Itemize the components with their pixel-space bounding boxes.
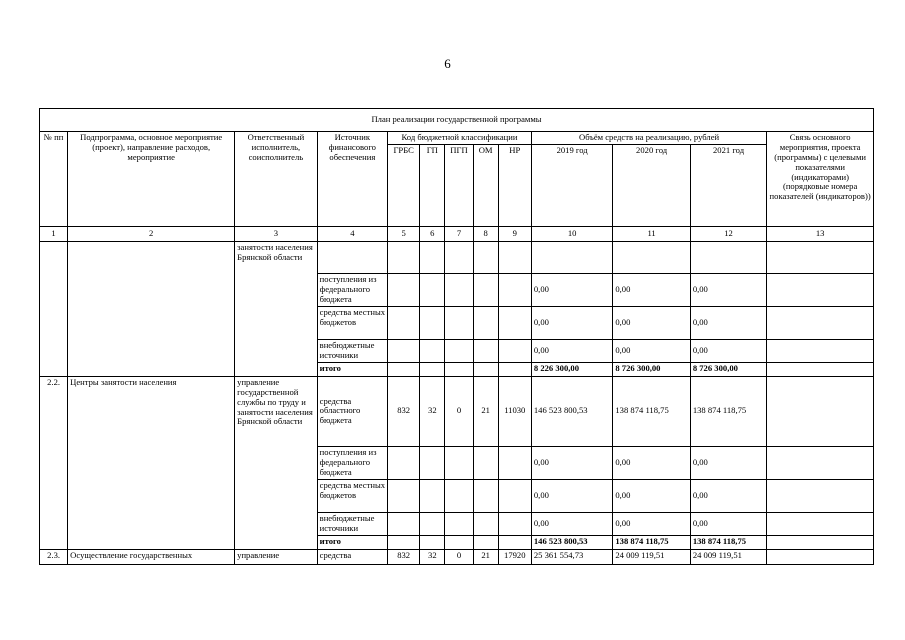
value-2020: 138 874 118,75 bbox=[613, 376, 690, 446]
source-cell: внебюджетные источники bbox=[317, 339, 387, 362]
col-num: 5 bbox=[388, 226, 420, 241]
value-2020: 0,00 bbox=[613, 306, 690, 339]
total-2021: 138 874 118,75 bbox=[690, 535, 766, 549]
header-gp: ГП bbox=[420, 144, 445, 226]
source-cell: средства местных бюджетов bbox=[317, 479, 387, 512]
value-2019: 0,00 bbox=[531, 446, 612, 479]
code-pgp: 0 bbox=[445, 376, 473, 446]
value-2020: 0,00 bbox=[613, 512, 690, 535]
col-num: 2 bbox=[68, 226, 235, 241]
page-number: 6 bbox=[444, 56, 451, 71]
code-np: 17920 bbox=[498, 549, 531, 564]
header-2021: 2021 год bbox=[690, 144, 766, 226]
source-cell-total: итого bbox=[317, 362, 387, 376]
header-om: ОМ bbox=[473, 144, 498, 226]
table-row bbox=[40, 549, 874, 564]
source-cell: поступления из федерального бюджета bbox=[317, 446, 387, 479]
value-2021: 138 874 118,75 bbox=[690, 376, 766, 446]
col-num: 10 bbox=[531, 226, 612, 241]
value-2021: 0,00 bbox=[690, 273, 766, 306]
header-pgp: ПГП bbox=[445, 144, 473, 226]
table-title: План реализации государственной программы bbox=[40, 109, 874, 132]
measure-name: Центры занятости населения bbox=[68, 376, 235, 549]
total-2020: 138 874 118,75 bbox=[613, 535, 690, 549]
header-funds: Объём средств на реализацию, рублей bbox=[531, 132, 766, 145]
table-row bbox=[40, 241, 874, 273]
col-num: 11 bbox=[613, 226, 690, 241]
measure-name: Осуществление государственных bbox=[68, 549, 235, 564]
value-2021: 0,00 bbox=[690, 339, 766, 362]
header-row bbox=[40, 132, 874, 145]
header-link: Связь основного мероприятия, проекта (программы) с целевыми показателями (индикаторами) (порядковые номера показателей (индикаторов)) bbox=[767, 132, 874, 227]
value-2020: 0,00 bbox=[613, 339, 690, 362]
source-cell: средства местных бюджетов bbox=[317, 306, 387, 339]
executor-cell: управление bbox=[235, 549, 317, 564]
header-grbs: ГРБС bbox=[388, 144, 420, 226]
source-cell: средства bbox=[317, 549, 387, 564]
code-grbs: 832 bbox=[388, 549, 420, 564]
code-gp: 32 bbox=[420, 549, 445, 564]
col-num: 4 bbox=[317, 226, 387, 241]
header-executor: Ответственный исполнитель, соисполнитель bbox=[235, 132, 317, 227]
value-2019: 0,00 bbox=[531, 339, 612, 362]
value-2019: 146 523 800,53 bbox=[531, 376, 612, 446]
col-num: 6 bbox=[420, 226, 445, 241]
value-2021: 0,00 bbox=[690, 479, 766, 512]
header-subprogram: Подпрограмма, основное мероприятие (проект), направление расходов, мероприятие bbox=[68, 132, 235, 227]
source-cell: внебюджетные источники bbox=[317, 512, 387, 535]
col-num: 7 bbox=[445, 226, 473, 241]
header-2020: 2020 год bbox=[613, 144, 690, 226]
value-2019: 0,00 bbox=[531, 306, 612, 339]
code-gp: 32 bbox=[420, 376, 445, 446]
header-source: Источник финансового обеспечения bbox=[317, 132, 387, 227]
value-2019: 0,00 bbox=[531, 273, 612, 306]
col-num: 13 bbox=[767, 226, 874, 241]
value-2020: 0,00 bbox=[613, 446, 690, 479]
code-pgp: 0 bbox=[445, 549, 473, 564]
value-2019: 25 361 554,73 bbox=[531, 549, 612, 564]
executor-cell: занятости населения Брянской области bbox=[235, 241, 317, 376]
table-row bbox=[40, 376, 874, 446]
header-2019: 2019 год bbox=[531, 144, 612, 226]
code-om: 21 bbox=[473, 376, 498, 446]
source-cell-total: итого bbox=[317, 535, 387, 549]
code-grbs: 832 bbox=[388, 376, 420, 446]
column-numbers-row bbox=[40, 226, 874, 241]
value-2020: 0,00 bbox=[613, 479, 690, 512]
total-2019: 8 226 300,00 bbox=[531, 362, 612, 376]
code-om: 21 bbox=[473, 549, 498, 564]
source-cell: средства областного бюджета bbox=[317, 376, 387, 446]
source-cell: поступления из федерального бюджета bbox=[317, 273, 387, 306]
value-2019: 0,00 bbox=[531, 479, 612, 512]
row-number: 2.2. bbox=[40, 376, 68, 549]
value-2019: 0,00 bbox=[531, 512, 612, 535]
value-2020: 0,00 bbox=[613, 273, 690, 306]
total-2021: 8 726 300,00 bbox=[690, 362, 766, 376]
value-2021: 0,00 bbox=[690, 512, 766, 535]
header-budget-code: Код бюджетной классификации bbox=[388, 132, 532, 145]
col-num: 3 bbox=[235, 226, 317, 241]
value-2021: 0,00 bbox=[690, 306, 766, 339]
col-num: 8 bbox=[473, 226, 498, 241]
total-2020: 8 726 300,00 bbox=[613, 362, 690, 376]
code-np: 11030 bbox=[498, 376, 531, 446]
value-2021: 0,00 bbox=[690, 446, 766, 479]
value-2021: 24 009 119,51 bbox=[690, 549, 766, 564]
value-2020: 24 009 119,51 bbox=[613, 549, 690, 564]
col-num: 9 bbox=[498, 226, 531, 241]
col-num: 12 bbox=[690, 226, 766, 241]
col-num: 1 bbox=[40, 226, 68, 241]
row-number: 2.3. bbox=[40, 549, 68, 564]
table-title-row bbox=[40, 109, 874, 132]
program-plan-table bbox=[39, 108, 874, 565]
executor-cell: управление государственной службы по труду и занятости населения Брянской области bbox=[235, 376, 317, 549]
header-np: НР bbox=[498, 144, 531, 226]
total-2019: 146 523 800,53 bbox=[531, 535, 612, 549]
header-no: № пп bbox=[40, 132, 68, 227]
